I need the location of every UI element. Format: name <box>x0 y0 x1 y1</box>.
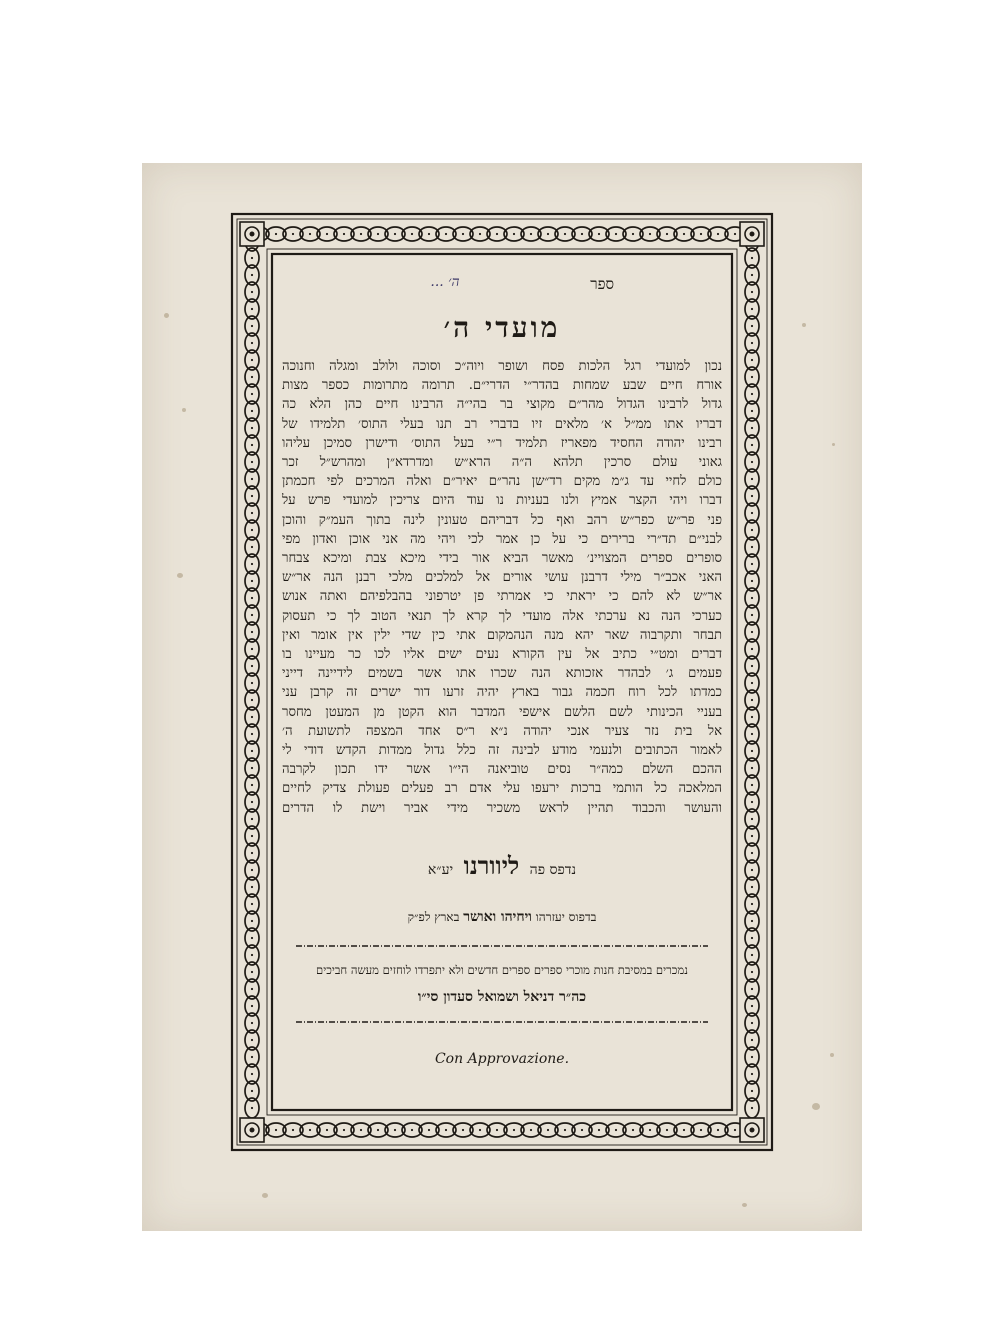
text-line: אר״ש לא להם כי יראתי כי אמרתי פן יטרפוני בהבלפיהם ואתה אנוש <box>282 589 722 605</box>
paper-stain <box>830 1053 834 1057</box>
paper-stain <box>262 1193 268 1198</box>
description-text <box>282 357 722 818</box>
text-line: האני אכב״ר מילי דרבנן עושי אורים אל למלכים מלכי רבנן הנה אר״ש <box>282 570 722 586</box>
text-line: דברים ומט״י כתיב אל עין הקורא נעים ישים אליו לכו כר מעיינו בו <box>282 647 722 663</box>
text-line: כמדתו לכל רוח חכמה גבור בארץ יהיה זרעו דור ישרים זה קרבן עני <box>282 685 722 701</box>
text-line: פני פר״ש כפר״ש רהב ואף כל דבריהם טעונין לינה בתוך העמ״ק והוכן <box>282 512 722 528</box>
book-title-page <box>142 163 862 1231</box>
text-line: המלאכה כל הותמי ברכות ירעפו עלי אדם רב פעלים פעולת צדיק לחיים <box>282 781 722 797</box>
city-name: ליוורנו <box>463 851 520 880</box>
paper-stain <box>182 408 186 412</box>
text-line: דברו ויהי הקצר אמיץ ולנו בעניות נו עוד היום צריכין למועדי פרש על <box>282 493 722 509</box>
text-line: גאוני עולם סרכין תלהא ה״ה הרא״ש ומדרדא״ן ומהרש״ל זכר <box>282 455 722 471</box>
paper-stain <box>812 1103 820 1110</box>
text-line: ההכם השלם כמה״ר נסים טוביאנה הי״ו אשר ידו תכון לקרבה <box>282 762 722 778</box>
text-line: רבינו יהודה החסיד מפאריז תלמיד ר״י בעל התוס׳ ודישרן סמיכן עליהו <box>282 435 722 451</box>
text-line: כערכי הנה נא ערכתי אלה מועדי לך קרא לך תנאי הטוב לך כי תעסוק <box>282 608 722 624</box>
approval-notice: Con Approvazione. <box>434 1051 570 1067</box>
printed-prefix: נדפס פה <box>529 862 577 878</box>
text-line: לבני״ם תד״רי ברירים כי על כן אמר לכי ויהי מה אני אוכן ואדון מפי <box>282 531 722 547</box>
handwritten-inscription: ה׳ ... <box>430 274 460 290</box>
title-page-content <box>282 263 722 1101</box>
paper-stain <box>742 1203 747 1207</box>
text-line: והעושר והכבוד תהיין לראש משכיר מידי אביר וישת לו הדרים <box>282 800 722 816</box>
text-line: פעמים ג׳ לבהדר אזכותא הנה שכרו אתו אשר בשמים לידיינה דייני <box>282 666 722 682</box>
press-names: ויחיהו ואושר <box>463 909 532 925</box>
text-line: סופרים ספרים המצויינ׳ מאשר הביא אור בידי מיכא צבת ומיכא צבחר <box>282 551 722 567</box>
printing-place <box>282 851 722 881</box>
sefer-label: ספר <box>590 275 614 293</box>
seller-names: כה״ר דניאל ושמואל סעדון סי״ו <box>417 989 587 1005</box>
press-suffix: בארץ לפ״ק <box>407 910 460 924</box>
city-suffix: יע״א <box>427 862 454 878</box>
text-line: גדול לרבינו הגדול מהר״ם מקוצי בר בהי״ה הרבינו חיים כהן הלא כה <box>282 397 722 413</box>
press-prefix: בדפוס יעזרהו <box>535 910 597 924</box>
text-line: אורח חיים שבע שמחות בהדר״י הדרי״ם. תרומה מתרומות כספר מצות <box>282 378 722 394</box>
text-line: בעניי הכינותי לשם הלשם אישפי המדבר הוא הקטן מן המעטן מחסר <box>282 704 722 720</box>
text-line: דבריו אתו ממ״ל א׳ מלאים זיו בדברי רב תנו בעלי התוס׳ תלמידו של <box>282 416 722 432</box>
press-info <box>282 909 722 926</box>
paper-stain <box>177 573 183 578</box>
divider-rule <box>296 1019 708 1025</box>
text-line: אל בית נזר צעיר אנכי יהודה נ״א ר״ס אחד המצפה לתשועת ה׳ <box>282 723 722 739</box>
text-line: תבחר ותקרבוה שאר יהא מנה הנהמקום אתי כין שדי ילין אין אומר ואין <box>282 627 722 643</box>
text-line: נכון למועדי רגל הלכות פסח ושופר ויוה״כ וסוכה ולולב ומגלה וחנוכה <box>282 359 722 374</box>
text-line: לאמור הכתובים ולנעמי מודע לבינה זה כלל גדול ממדות הקדש דודי לי <box>282 743 722 759</box>
book-title: מועדי ה׳ <box>443 311 561 344</box>
divider-rule <box>296 943 708 949</box>
paper-stain <box>164 313 169 318</box>
paper-stain <box>802 323 806 327</box>
seller-line: נמכרים במסיבת חנות מוכרי ספרים ספרים חדשים ולא יתפרדו לוחזים מעשה חביכים <box>316 963 688 977</box>
text-line: כולם לחיי עד ג״מ מקים רד״שן נהר״ם יאיר״ם ואלה המרכים לפי חכמתן <box>282 474 722 490</box>
paper-stain <box>832 443 835 446</box>
